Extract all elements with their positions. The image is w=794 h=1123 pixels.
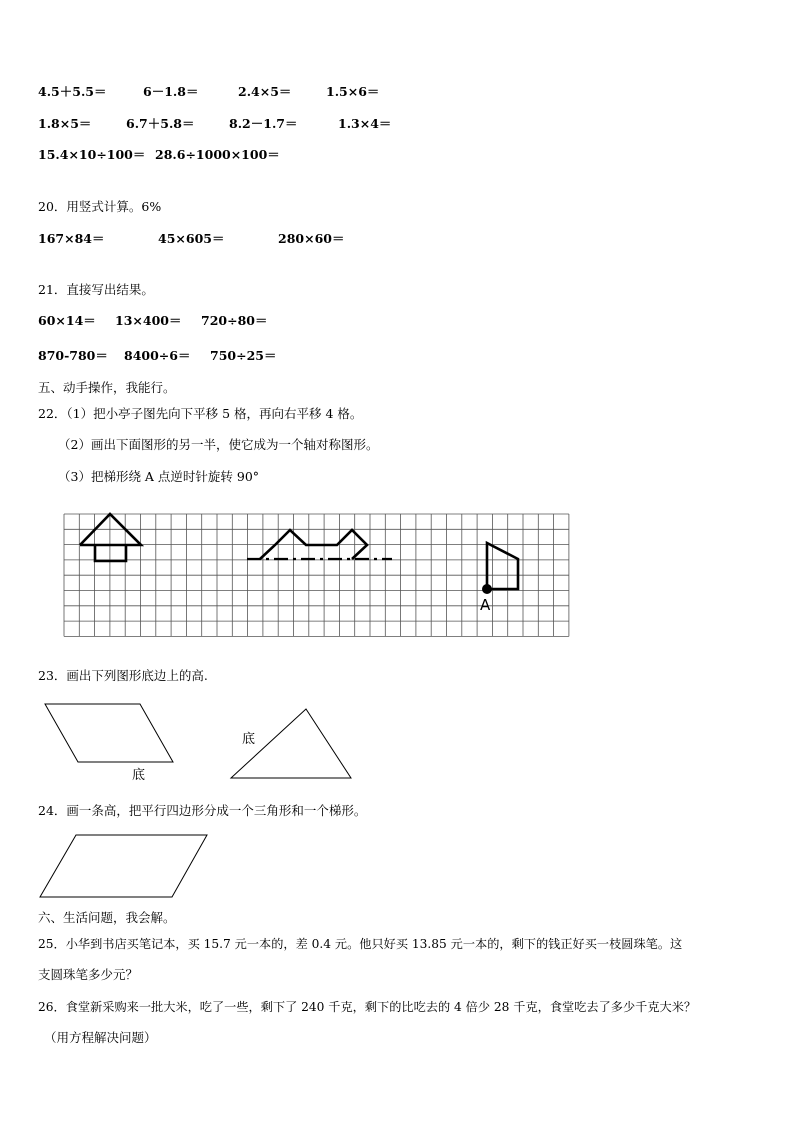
expression: 6－1.8＝ — [143, 84, 199, 99]
expression: 15.4×10÷100＝ — [38, 147, 146, 162]
question-20-title: 20．用竖式计算。6% — [38, 199, 162, 214]
expression: 13×400＝ — [115, 313, 182, 328]
expression: 2.4×5＝ — [238, 84, 292, 99]
base-label: 底 — [242, 732, 256, 747]
expression: 280×60＝ — [278, 231, 345, 246]
question-25-line-2: 支圆珠笔多少元？ — [38, 967, 139, 982]
expression: 6.7＋5.8＝ — [126, 116, 195, 131]
point-a-label: A — [480, 596, 491, 614]
expression: 720÷80＝ — [201, 313, 268, 328]
question-21-title: 21．直接写出结果。 — [38, 282, 154, 297]
expression: 45×605＝ — [158, 231, 225, 246]
parallelogram-shape — [45, 704, 173, 762]
section-heading: 五、动手操作，我能行。 — [38, 380, 176, 395]
question-24-title: 24．画一条高，把平行四边形分成一个三角形和一个梯形。 — [38, 803, 367, 818]
section-heading: 六、生活问题，我会解。 — [38, 910, 176, 925]
expression: 167×84＝ — [38, 231, 105, 246]
expression: 870-780＝ — [38, 348, 108, 363]
expression: 4.5＋5.5＝ — [38, 84, 107, 99]
question-22-line-3: （3）把梯形绕 A 点逆时针旋转 90° — [58, 469, 260, 484]
question-25-line-1: 25．小华到书店买笔记本，买 15.7 元一本的，差 0.4 元。他只好买 13.85 元一本的，剩下的钱正好买一枝圆珠笔。这 — [38, 937, 683, 951]
expression: 8400÷6＝ — [124, 348, 191, 363]
question-23-title: 23．画出下列图形底边上的高. — [38, 668, 208, 683]
expression: 1.5×6＝ — [326, 84, 380, 99]
expression: 1.3×4＝ — [338, 116, 392, 131]
expression: 8.2－1.7＝ — [229, 116, 298, 131]
expression: 60×14＝ — [38, 313, 96, 328]
question-26-line-2: （用方程解决问题） — [44, 1030, 157, 1045]
question-26-line-1: 26．食堂新采购来一批大米，吃了一些，剩下了 240 千克，剩下的比吃去的 4 倍少 28 千克，食堂吃去了多少千克大米？ — [38, 1000, 697, 1014]
expression: 28.6÷1000×100＝ — [155, 147, 280, 162]
question-22-line-2: （2）画出下面图形的另一半，使它成为一个轴对称图形。 — [58, 437, 379, 452]
question-22-line-1: 22．（1）把小亭子图先向下平移 5 格，再向右平移 4 格。 — [38, 406, 363, 421]
q24-parallelogram-shape — [40, 835, 207, 897]
expression: 1.8×5＝ — [38, 116, 92, 131]
base-label: 底 — [132, 768, 146, 783]
expression: 750÷25＝ — [210, 348, 277, 363]
